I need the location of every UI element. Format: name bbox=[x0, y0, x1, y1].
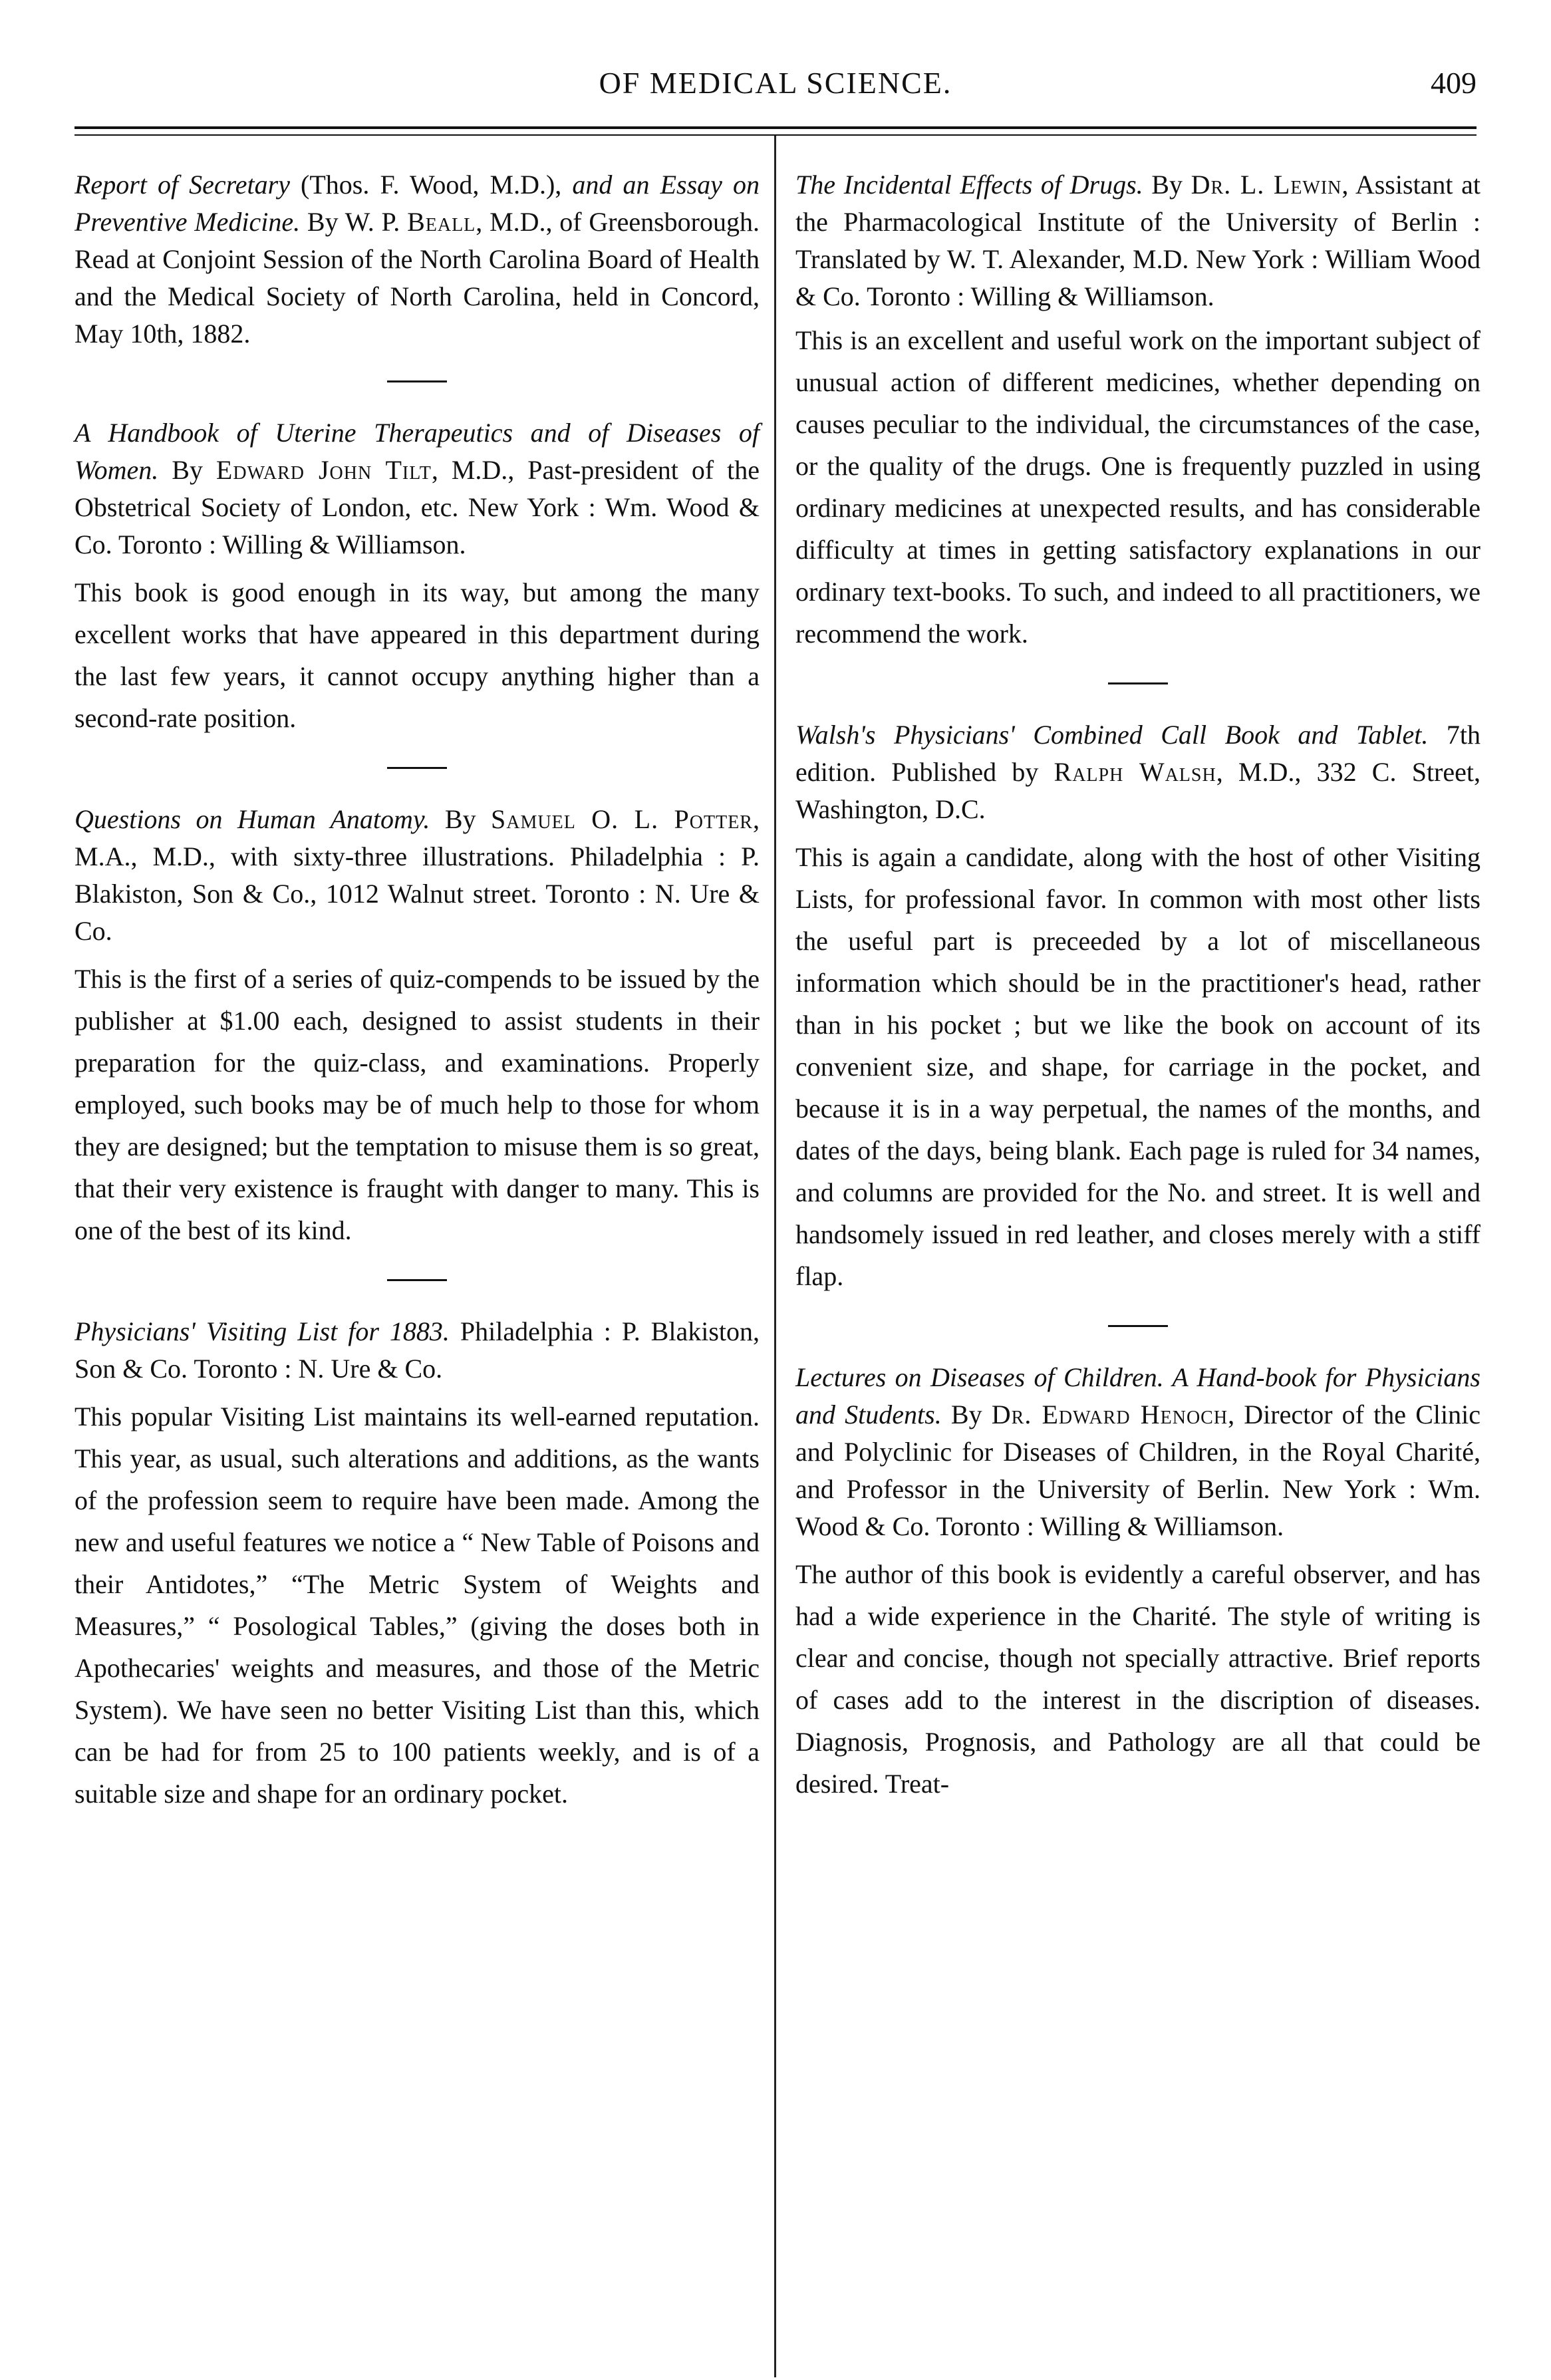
review-entry bbox=[795, 716, 1480, 1297]
citation-by: By bbox=[158, 455, 216, 485]
citation-rest: Philadelphia : P. Blakiston, Son & Co. Toronto : N. Ure & Co. bbox=[74, 1316, 760, 1384]
author-name: Samuel O. L. Potter bbox=[491, 804, 753, 834]
book-subtitle: and an Essay on Preventive Medicine. bbox=[74, 170, 760, 237]
entry-citation bbox=[795, 1359, 1480, 1545]
citation-edition: 7th edition. Published by bbox=[795, 720, 1480, 787]
entry-citation bbox=[795, 716, 1480, 828]
review-entry bbox=[795, 1359, 1480, 1805]
entry-citation bbox=[74, 801, 760, 950]
book-title: Physicians' Visiting List for 1883. bbox=[74, 1316, 450, 1346]
book-title: Lectures on Diseases of Children. A Hand-book for Physicians and Students. bbox=[795, 1362, 1480, 1429]
right-column bbox=[795, 166, 1480, 1811]
book-title: A Handbook of Uterine Therapeutics and of Diseases of Women. bbox=[74, 418, 760, 485]
entry-citation bbox=[795, 166, 1480, 315]
author-name: Ralph Walsh bbox=[1054, 757, 1216, 787]
column-divider bbox=[774, 136, 776, 2377]
entry-separator bbox=[1108, 1325, 1168, 1327]
review-entry bbox=[74, 414, 760, 739]
citation-by: By bbox=[941, 1400, 992, 1429]
citation-by: By W. P. bbox=[300, 207, 408, 237]
citation-rest: , M.A., M.D., with sixty-three illustrations. Philadelphia : P. Blakiston, Son & Co., 1012 Walnut street. Toronto : N. Ure & Co. bbox=[74, 804, 760, 946]
review-text: This popular Visiting List maintains its well-earned reputation. This year, as usual, such alterations and additions, as the wants of the profession seem to require have been made. Among the new and useful features we notice a “ New Table of Poisons and their Antidotes,” “The Metric System of Weights and Measures,” “ Posological Tables,” (giving the doses both in Apothecaries' weights and measures, and those of the Metric System). We have seen no better Visiting List than this, which can be had for from 25 to 100 patients weekly, and is of a suitable size and shape for an ordinary pocket. bbox=[74, 1402, 760, 1809]
author-name: Beall bbox=[407, 207, 476, 237]
book-title: Report of Secretary bbox=[74, 170, 290, 200]
citation-rest: , M.D., 332 C. Street, Washington, D.C. bbox=[795, 757, 1480, 824]
entry-separator bbox=[1108, 682, 1168, 684]
book-title: Walsh's Physicians' Combined Call Book and Tablet. bbox=[795, 720, 1429, 750]
review-text: This book is good enough in its way, but among the many excellent works that have appeared in this department during the last few years, it cannot occupy anything higher than a second-rate position. bbox=[74, 577, 760, 733]
review-entry bbox=[74, 1313, 760, 1815]
citation-rest: , M.D., of Greensborough. Read at Conjoint Session of the North Carolina Board of Health and the Medical Society of North Carolina, held in Concord, May 10th, 1882. bbox=[74, 207, 760, 349]
citation-rest: , M.D., Past-president of the Obstetrical Society of London, etc. New York : Wm. Wood & Co. Toronto : Willing & Williamson. bbox=[74, 455, 760, 559]
entry-separator bbox=[387, 767, 447, 769]
book-title: Questions on Human Anatomy. bbox=[74, 804, 430, 834]
entry-citation bbox=[74, 414, 760, 563]
entry-separator bbox=[387, 380, 447, 382]
running-title: OF MEDICAL SCIENCE. bbox=[599, 66, 952, 100]
page-header bbox=[74, 59, 1477, 112]
citation-by: By bbox=[430, 804, 492, 834]
entry-citation bbox=[74, 166, 760, 353]
review-entry bbox=[74, 166, 760, 353]
review-text: This is the first of a series of quiz-compends to be issued by the publisher at $1.00 each, designed to assist students in their preparation for the quiz-class, and examinations. Properly employed, such books may be of much help to those for whom they are designed; but the temptation to misuse them is so great, that their very existence is fraught with danger to many. This is one of the best of its kind. bbox=[74, 964, 760, 1245]
citation-details: (Thos. F. Wood, M.D.), bbox=[289, 170, 573, 200]
citation-rest: , Director of the Clinic and Polyclinic for Diseases of Children, in the Royal Charité, and Professor in the University of Berlin. New York : Wm. Wood & Co. Toronto : Willing & Williamson. bbox=[795, 1400, 1480, 1541]
entry-separator bbox=[387, 1279, 447, 1281]
entry-citation bbox=[74, 1313, 760, 1388]
citation-by: By bbox=[1143, 170, 1191, 200]
review-entry bbox=[795, 166, 1480, 655]
review-text: This is again a candidate, along with the host of other Visiting Lists, for professional favor. In common with most other lists the useful part is preceeded by a lot of miscellaneous information which should be in the practitioner's head, rather than in his pocket ; but we like the book on account of its convenient size, and shape, for carriage in the pocket, and because it is in a way perpetual, the names of the months, and dates of the days, being blank. Each page is ruled for 34 names, and columns are provided for the No. and street. It is well and handsomely issued in red leather, and closes merely with a stiff flap. bbox=[795, 842, 1480, 1291]
review-entry bbox=[74, 801, 760, 1251]
left-column bbox=[74, 166, 760, 1821]
review-text: This is an excellent and useful work on the important subject of unusual action of different medicines, whether depending on causes peculiar to the individual, the circumstances of the case, or the quality of the drugs. One is frequently puzzled in using ordinary medicines at unexpected results, and has considerable difficulty at times in getting satisfactory explanations in our ordinary text-books. To such, and indeed to all practitioners, we recommend the work. bbox=[795, 325, 1480, 649]
book-title: The Incidental Effects of Drugs. bbox=[795, 170, 1143, 200]
header-rule bbox=[74, 126, 1477, 129]
author-name: Edward John Tilt bbox=[215, 455, 432, 485]
citation-rest: , Assistant at the Pharmacological Institute of the University of Berlin : Translated by W. T. Alexander, M.D. New York : William Wood & Co. Toronto : Willing & Williamson. bbox=[795, 170, 1480, 311]
page-number: 409 bbox=[1431, 66, 1477, 100]
author-name: Dr. L. Lewin bbox=[1191, 170, 1342, 200]
author-name: Dr. Edward Henoch bbox=[991, 1400, 1228, 1429]
review-text: The author of this book is evidently a careful observer, and has had a wide experience in the Charité. The style of writing is clear and concise, though not specially attractive. Brief reports of cases add to the interest in the discription of diseases. Diagnosis, Prognosis, and Pathology are all that could be desired. Treat- bbox=[795, 1559, 1480, 1799]
